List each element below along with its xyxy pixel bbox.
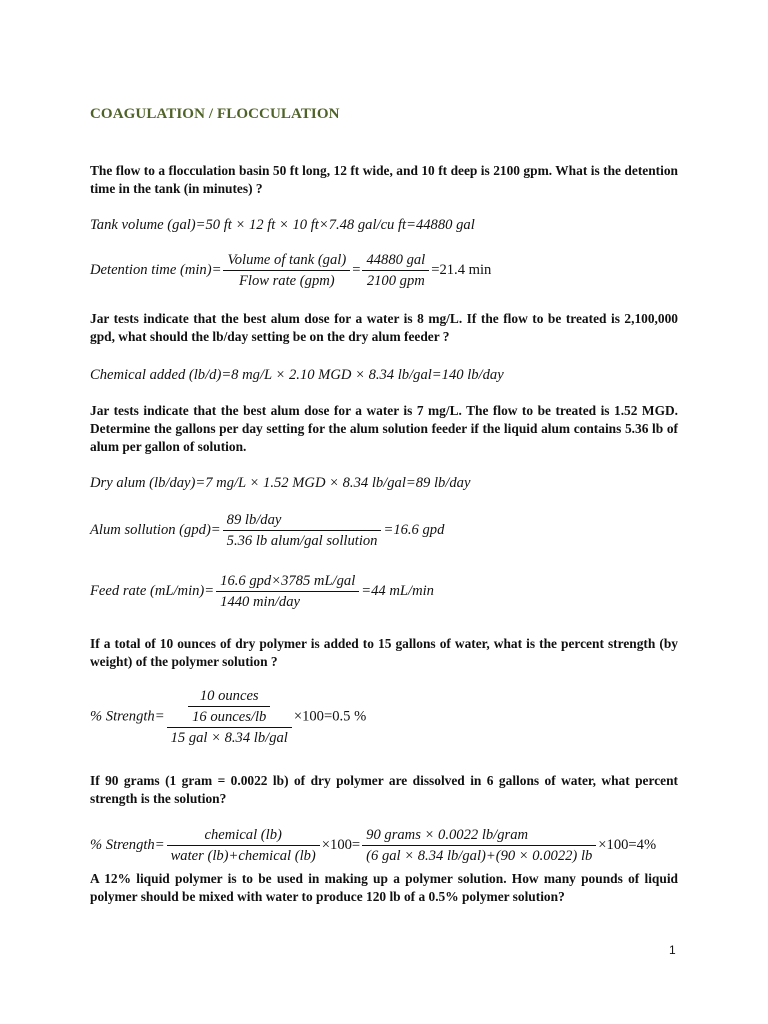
alum-den: 5.36 lb alum/gal sollution (226, 533, 378, 549)
detention-fraction-1 (223, 250, 350, 291)
strength2-rhs: ×100=4% (598, 836, 657, 853)
strength2-num-2: 90 grams × 0.0022 lb/gram (362, 825, 596, 846)
equation-strength-1 (90, 686, 366, 748)
feed-rhs: =44 mL/min (361, 582, 434, 599)
detention-rhs: =21.4 min (431, 261, 492, 278)
strength1-inner-fraction (188, 686, 270, 727)
question-4: If a total of 10 ounces of dry polymer is added to 15 gallons of water, what is the percent strength (by weight) of the polymer solution ? (90, 636, 678, 669)
alum-lhs: Alum sollution (gpd)= (90, 521, 221, 538)
feed-num: 16.6 gpd×3785 mL/gal (216, 571, 359, 592)
detention-den-1: Flow rate (gpm) (238, 273, 335, 289)
detention-num-2: 44880 gal (362, 250, 429, 271)
equation-dry-alum: Dry alum (lb/day)=7 mg/L × 1.52 MGD × 8.34 lb/gal=89 lb/day (90, 475, 471, 491)
equation-strength-2 (90, 825, 656, 866)
strength2-num-1: chemical (lb) (167, 825, 320, 846)
strength1-fraction (167, 686, 292, 748)
feed-fraction (216, 571, 359, 612)
strength1-lhs: % Strength= (90, 708, 165, 725)
alum-num: 89 lb/day (223, 510, 382, 531)
strength1-inner-den: 16 ounces/lb (192, 709, 267, 725)
page-number: 1 (669, 943, 676, 957)
detention-lhs: Detention time (min)= (90, 261, 222, 278)
question-2: Jar tests indicate that the best alum dose for a water is 8 mg/L. If the flow to be treated is 2,100,000 gpd, what should the lb/day setting be on the dry alum feeder ? (90, 311, 678, 344)
question-3: Jar tests indicate that the best alum dose for a water is 7 mg/L. The flow to be treated is 1.52 MGD. Determine the gallons per day setting for the alum solution feeder if the liquid alum contains 5.36 lb of alum per gallon of solution. (90, 403, 678, 454)
strength2-fraction-1 (167, 825, 320, 866)
equation-detention-time (90, 250, 491, 291)
strength2-lhs: % Strength= (90, 836, 165, 853)
equation-tank-volume: Tank volume (gal)=50 ft × 12 ft × 10 ft×7.48 gal/cu ft=44880 gal (90, 217, 475, 233)
feed-den: 1440 min/day (220, 594, 300, 610)
strength2-mid: ×100= (321, 836, 361, 853)
question-6: A 12% liquid polymer is to be used in making up a polymer solution. How many pounds of liquid polymer should be mixed with water to produce 120 lb of a 0.5% polymer solution? (90, 871, 678, 904)
alum-rhs: =16.6 gpd (383, 521, 445, 538)
strength2-den-1: water (lb)+chemical (lb) (170, 848, 316, 864)
detention-num-1: Volume of tank (gal) (223, 250, 350, 271)
strength2-fraction-2 (362, 825, 596, 866)
equation-chemical-added: Chemical added (lb/d)=8 mg/L × 2.10 MGD × 8.34 lb/gal=140 lb/day (90, 367, 504, 383)
feed-lhs: Feed rate (mL/min)= (90, 582, 215, 599)
strength2-den-2: (6 gal × 8.34 lb/gal)+(90 × 0.0022) lb (366, 848, 593, 864)
detention-fraction-2 (362, 250, 429, 291)
detention-den-2: 2100 gpm (366, 273, 425, 289)
equation-feed-rate (90, 571, 434, 612)
section-heading: COAGULATION / FLOCCULATION (90, 106, 340, 122)
strength1-rhs: ×100=0.5 % (293, 708, 367, 725)
question-1: The flow to a flocculation basin 50 ft long, 12 ft wide, and 10 ft deep is 2100 gpm. What is the detention time in the tank (in minutes) ? (90, 163, 678, 196)
question-5: If 90 grams (1 gram = 0.0022 lb) of dry polymer are dissolved in 6 gallons of water, what percent strength is the solution? (90, 773, 678, 806)
equation-alum-sollution (90, 510, 444, 551)
strength1-inner-num: 10 ounces (188, 686, 270, 707)
alum-fraction (223, 510, 382, 551)
strength1-den: 15 gal × 8.34 lb/gal (170, 730, 288, 746)
strength1-numerator (167, 686, 292, 728)
detention-equals: = (352, 261, 361, 278)
